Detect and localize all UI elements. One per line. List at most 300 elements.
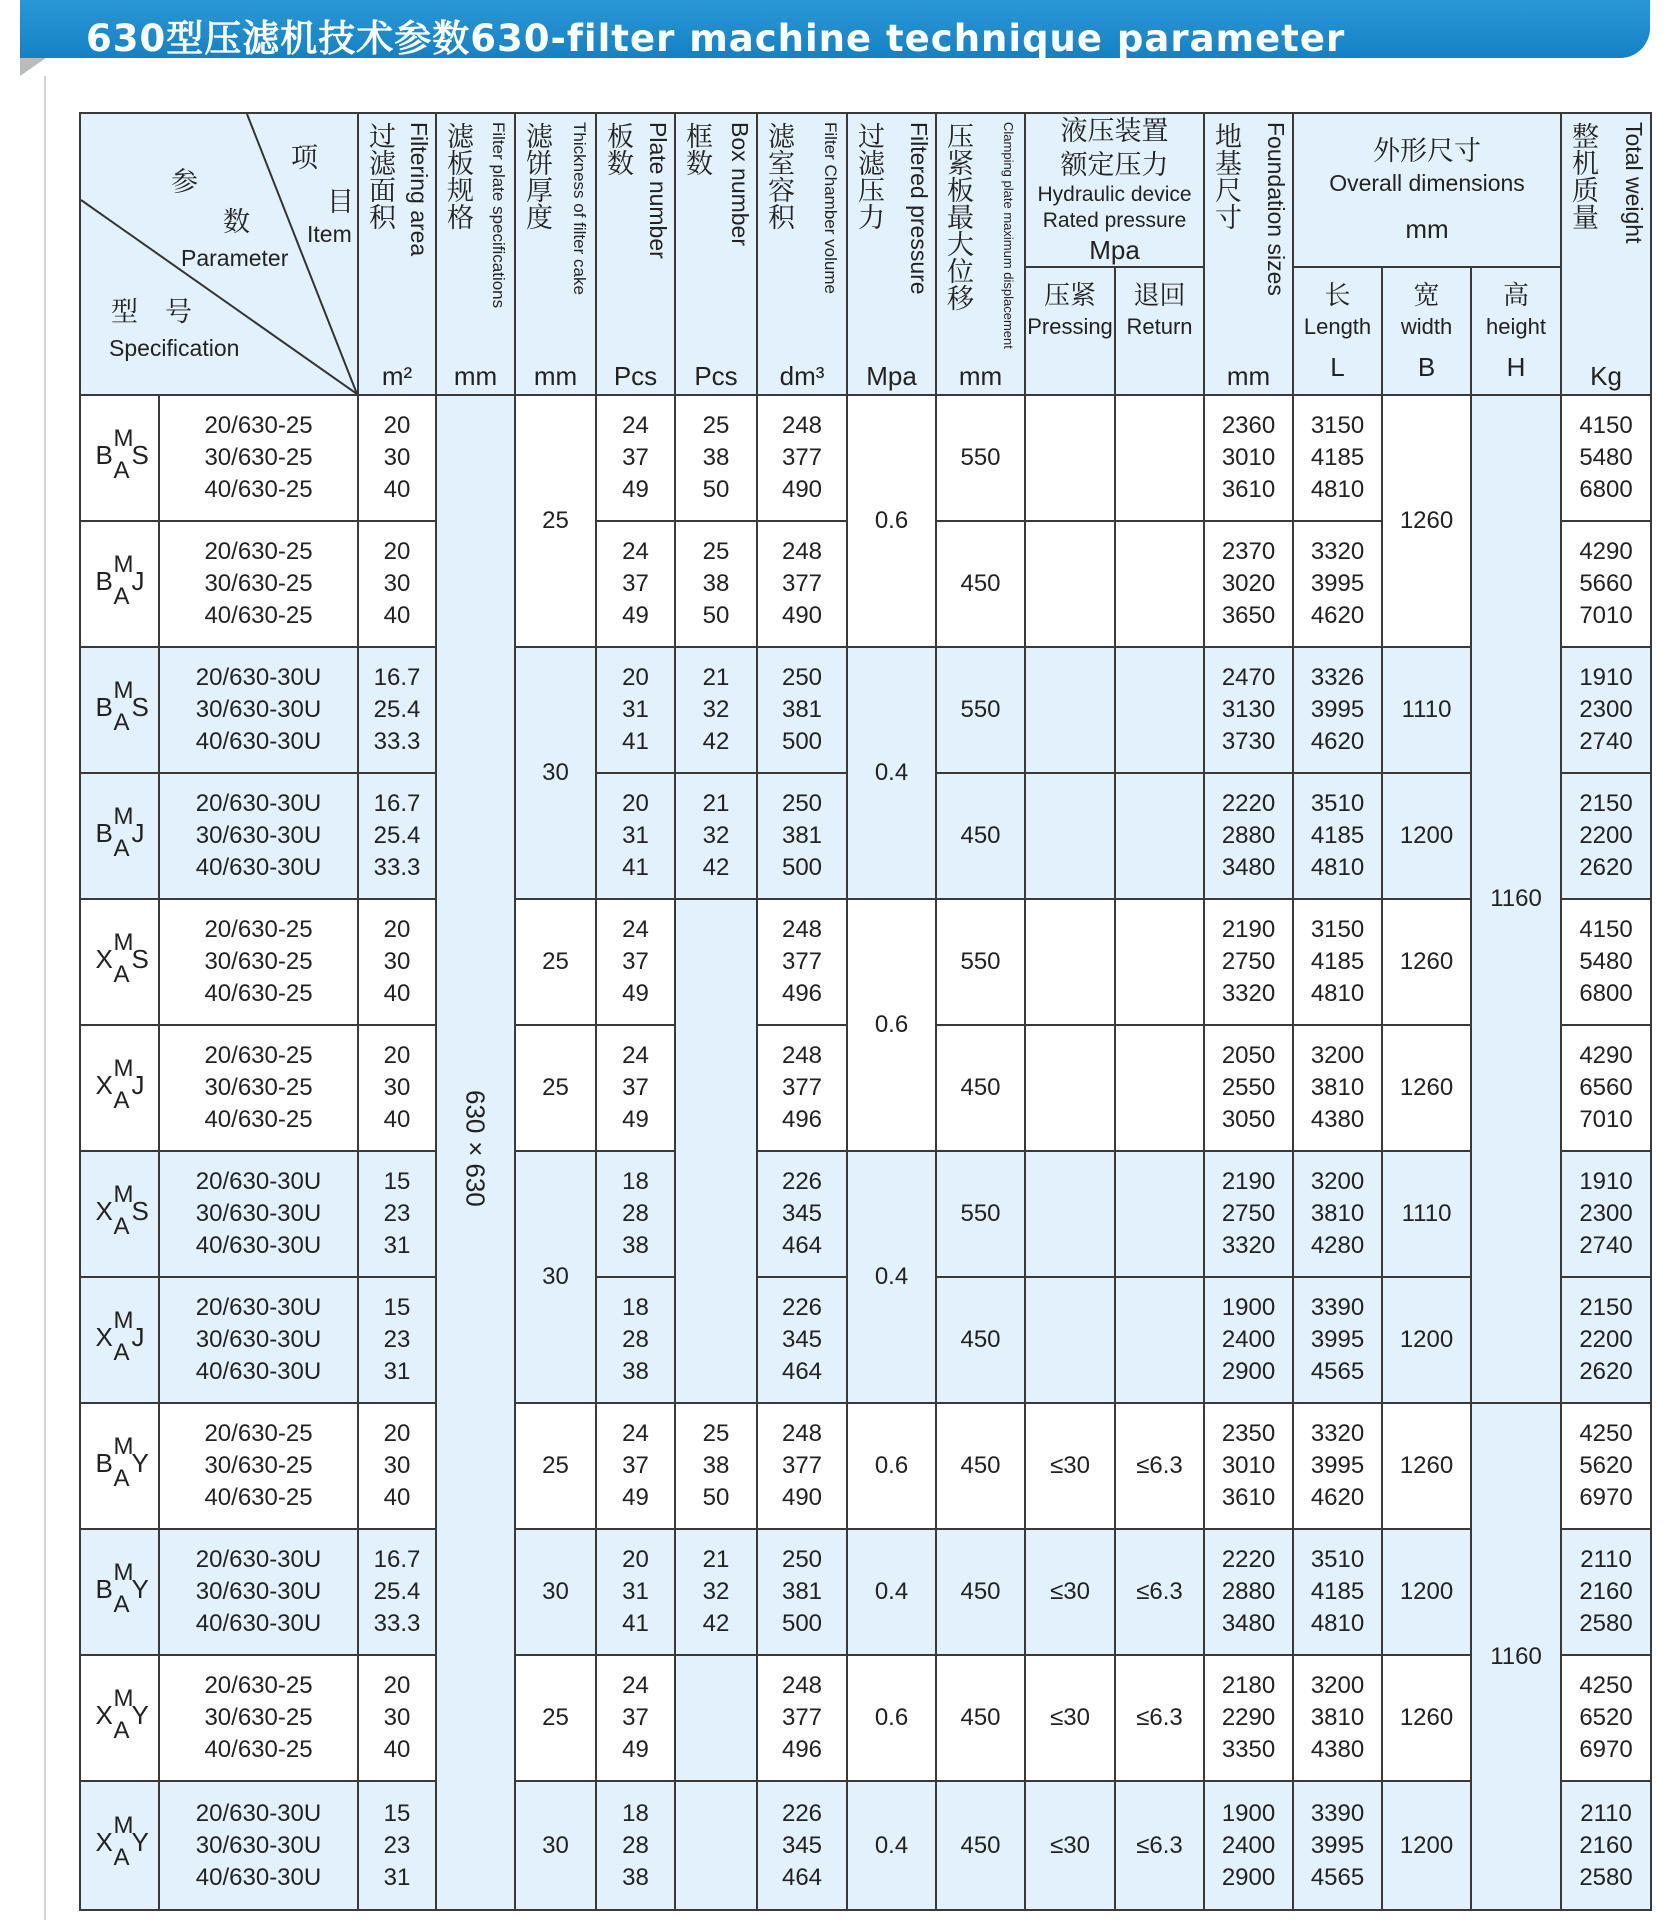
foundation-size: [1204, 1151, 1293, 1277]
filter-pressure-text: 0.6: [874, 507, 909, 534]
volume-en: Filter Chamber volume: [821, 122, 840, 294]
total-weight: [1561, 1025, 1651, 1151]
chamber-volume-text: 250 381 500: [781, 664, 823, 755]
chamber-volume-text: 248 377 490: [781, 1420, 823, 1511]
length-header: [1293, 267, 1382, 395]
filter-area: [358, 1529, 436, 1655]
filter-pressure: [847, 1403, 936, 1529]
filter-pressure-text: 0.4: [874, 1831, 909, 1859]
overall-length: [1293, 1529, 1382, 1655]
plate-spec-unit: mm: [453, 361, 498, 391]
filter-area-text: 15 23 31: [383, 1799, 411, 1891]
overall-length-text: 3150 4185 4810: [1310, 916, 1365, 1007]
model-code-sup: M: [113, 928, 134, 956]
cake-thickness: [515, 1025, 596, 1151]
model-code-l3: Y: [131, 1827, 149, 1857]
foundation-header: [1204, 113, 1293, 395]
max-displacement-text: 550: [960, 444, 1001, 471]
cake-thickness: [515, 1781, 596, 1910]
model-code-glyph: [90, 1301, 150, 1371]
chamber-volume: [757, 899, 847, 1025]
pressing-pressure: [1025, 1025, 1115, 1151]
overall-length: [1293, 1403, 1382, 1529]
plate-number-text: 18 28 38: [622, 1799, 649, 1891]
pressing-pressure-text: ≤30: [1050, 1578, 1090, 1605]
box-number-text: 21 32 42: [702, 664, 730, 755]
overall-width: [1382, 773, 1471, 899]
filter-area-text: 20 30 40: [383, 412, 411, 503]
foundation-size: [1204, 899, 1293, 1025]
plate-number: [596, 1529, 675, 1655]
return-cn: 退回: [1133, 280, 1186, 310]
spec-models: [159, 1529, 358, 1655]
cake-thickness-text: 30: [542, 1578, 569, 1605]
overall-width: [1382, 1403, 1471, 1529]
overall-width-text: 1200: [1399, 1326, 1454, 1353]
plates-unit: Pcs: [613, 361, 658, 391]
overall-length-text: 3320 3995 4620: [1310, 1420, 1365, 1511]
overall-length: [1293, 521, 1382, 647]
plate-number: [596, 773, 675, 899]
press-cn: 压紧: [1043, 280, 1096, 310]
model-code-sub: A: [113, 1590, 130, 1618]
total-weight-text: 1910 2300 2740: [1579, 664, 1633, 755]
chamber-volume-text: 250 381 500: [781, 790, 823, 881]
weight-header: [1561, 113, 1651, 395]
return-pressure: [1115, 1655, 1204, 1781]
model-code-glyph: [90, 923, 150, 993]
foundation-cn: 地基尺寸: [1211, 122, 1242, 230]
chamber-volume-text: 248 377 496: [781, 916, 823, 1007]
foundation-unit: mm: [1226, 361, 1271, 391]
filter-area: [358, 1151, 436, 1277]
cake-thickness: [515, 1655, 596, 1781]
filter-area-text: 20 30 40: [383, 1420, 411, 1511]
model-code-l1: X: [95, 1827, 113, 1857]
plate-number-text: 18 28 38: [622, 1168, 649, 1259]
chamber-volume-text: 226 345 464: [781, 1799, 823, 1891]
plates-cn: 板数: [603, 122, 633, 176]
chamber-volume: [757, 1025, 847, 1151]
max-displacement-text: 450: [960, 1452, 1001, 1479]
plate-number: [596, 899, 675, 1025]
box-number-text: 25 38 50: [702, 1420, 730, 1511]
overall-length: [1293, 1025, 1382, 1151]
hydraulic-header: [1025, 113, 1204, 267]
spec-en: Specification: [109, 335, 240, 361]
plate-spec-en: Filter plate specifications: [489, 122, 508, 309]
total-weight: [1561, 899, 1651, 1025]
chamber-volume: [757, 773, 847, 899]
overall-width: [1382, 1277, 1471, 1403]
return-header: [1115, 267, 1204, 395]
spec-models-text: 20/630-25 30/630-25 40/630-25: [204, 1042, 313, 1133]
area-unit: m²: [381, 361, 413, 391]
plate-number-text: 24 37 49: [622, 1672, 649, 1763]
cake-thickness-text: 25: [542, 1704, 569, 1731]
spec-models-text: 20/630-30U 30/630-30U 40/630-30U: [195, 1546, 322, 1637]
overall-length: [1293, 899, 1382, 1025]
overall-unit: mm: [1405, 214, 1449, 244]
overall-width-text: 1200: [1399, 822, 1454, 849]
overall-length: [1293, 647, 1382, 773]
filter-area: [358, 521, 436, 647]
return-pressure: [1115, 773, 1204, 899]
total-weight: [1561, 773, 1651, 899]
overall-length: [1293, 1781, 1382, 1910]
max-displacement: [936, 1403, 1025, 1529]
height-en: height: [1486, 314, 1546, 339]
foundation-size: [1204, 647, 1293, 773]
overall-width-text: 1260: [1399, 507, 1454, 534]
foundation-size-text: 2050 2550 3050: [1221, 1042, 1276, 1133]
model-code-sub: A: [113, 456, 130, 484]
max-displacement-text: 450: [960, 1831, 1001, 1859]
box-number-text: 21 32 42: [702, 1546, 730, 1637]
overall-width: [1382, 1151, 1471, 1277]
foundation-size-text: 2350 3010 3610: [1221, 1420, 1276, 1511]
cake-thickness: [515, 647, 596, 899]
table-row: [80, 395, 1651, 521]
overall-length: [1293, 1151, 1382, 1277]
pressure-unit: Mpa: [866, 361, 917, 391]
pressing-pressure: [1025, 773, 1115, 899]
model-code: [80, 647, 159, 773]
box-number: [675, 521, 757, 647]
foundation-size: [1204, 1781, 1293, 1910]
model-code-glyph: [90, 419, 150, 489]
weight-unit: Kg: [1590, 361, 1622, 391]
chamber-volume: [757, 647, 847, 773]
max-displacement: [936, 1781, 1025, 1910]
box-number-text: 25 38 50: [702, 412, 730, 503]
cake-thickness-text: 25: [542, 507, 569, 534]
spec-models-text: 20/630-30U 30/630-30U 40/630-30U: [195, 1799, 322, 1891]
model-code-l1: B: [95, 1573, 113, 1604]
cake-thickness-text: 30: [542, 759, 569, 786]
plate-spec-value: [436, 395, 515, 1910]
return-pressure-text: ≤6.3: [1136, 1578, 1183, 1605]
spec-models: [159, 1025, 358, 1151]
model-code-l3: S: [131, 691, 149, 722]
plate-number: [596, 1025, 675, 1151]
filter-area-text: 15 23 31: [383, 1294, 411, 1385]
displacement-en: Clamping plate maximum displacement: [1001, 122, 1016, 349]
model-code-glyph: [90, 1553, 150, 1623]
total-weight-text: 1910 2300 2740: [1579, 1168, 1633, 1259]
overall-width-text: 1260: [1399, 1704, 1454, 1731]
overall-width: [1382, 647, 1471, 773]
total-weight-text: 4150 5480 6800: [1579, 412, 1633, 503]
box-number: [675, 1529, 757, 1655]
total-weight-text: 2150 2200 2620: [1579, 1294, 1633, 1385]
model-code: [80, 1151, 159, 1277]
model-code-sub: A: [113, 960, 130, 988]
spec-models-text: 20/630-30U 30/630-30U 40/630-30U: [195, 790, 322, 881]
spec-models-text: 20/630-25 30/630-25 40/630-25: [204, 412, 313, 503]
volume-header: [757, 113, 847, 395]
frames-cn: 框数: [682, 122, 712, 176]
model-code-l3: S: [131, 943, 149, 974]
filter-pressure: [847, 395, 936, 647]
foundation-size: [1204, 1655, 1293, 1781]
spec-models: [159, 647, 358, 773]
plates-en: Plate number: [645, 122, 671, 259]
chamber-volume: [757, 521, 847, 647]
overall-length-text: 3150 4185 4810: [1310, 412, 1365, 503]
box-number: [675, 1403, 757, 1529]
filter-pressure: [847, 1151, 936, 1403]
model-code-l1: B: [95, 439, 113, 470]
total-weight: [1561, 1277, 1651, 1403]
model-code-glyph: [90, 671, 150, 741]
total-weight-text: 4290 5660 7010: [1579, 538, 1633, 629]
page-title: 630型压滤机技术参数630-filter machine technique parameter: [86, 17, 1346, 60]
pressing-pressure-text: ≤30: [1050, 1831, 1090, 1859]
box-number: [675, 647, 757, 773]
model-code-sup: M: [113, 1306, 134, 1334]
box-number-text: 25 38 50: [702, 538, 730, 629]
foundation-size-text: 2190 2750 3320: [1221, 1168, 1276, 1259]
cake-unit: mm: [533, 361, 578, 391]
model-code-glyph: [90, 1679, 150, 1749]
overall-height-text: 1160: [1490, 885, 1542, 912]
max-displacement-text: 550: [960, 696, 1001, 723]
chamber-volume-text: 226 345 464: [781, 1168, 823, 1259]
model-code-glyph: [90, 1175, 150, 1245]
model-code-sub: A: [113, 1464, 130, 1492]
model-code: [80, 1025, 159, 1151]
chamber-volume-text: 248 377 496: [781, 1672, 823, 1763]
total-weight: [1561, 521, 1651, 647]
overall-cn: 外形尺寸: [1373, 136, 1482, 166]
foundation-size: [1204, 773, 1293, 899]
table-row: [80, 1655, 1651, 1781]
overall-width-text: 1260: [1399, 1452, 1454, 1479]
filter-pressure-text: 0.6: [874, 1011, 909, 1038]
filter-area: [358, 1403, 436, 1529]
model-code-glyph: [90, 797, 150, 867]
chamber-volume: [757, 1151, 847, 1277]
total-weight-text: 2150 2200 2620: [1579, 790, 1633, 881]
spec-models: [159, 1655, 358, 1781]
filter-pressure-text: 0.4: [874, 1578, 909, 1605]
spec-models: [159, 395, 358, 521]
filter-area: [358, 647, 436, 773]
filter-pressure-text: 0.6: [874, 1452, 909, 1479]
foundation-size-text: 1900 2400 2900: [1221, 1294, 1276, 1385]
length-en: Length: [1303, 314, 1372, 339]
filter-pressure: [847, 1655, 936, 1781]
plate-spec-header: [436, 113, 515, 395]
spec-models: [159, 1277, 358, 1403]
plate-number-text: 24 37 49: [622, 1042, 649, 1133]
overall-length-text: 3200 3810 4280: [1310, 1168, 1365, 1259]
plate-number: [596, 1277, 675, 1403]
total-weight-text: 4250 6520 6970: [1579, 1672, 1633, 1763]
total-weight-text: 4150 5480 6800: [1579, 916, 1633, 1007]
filter-pressure: [847, 899, 936, 1151]
hydraulic-unit: Mpa: [1089, 235, 1140, 265]
box-number-text: 21 32 42: [702, 790, 730, 881]
area-cn: 过滤面积: [365, 122, 395, 230]
hydraulic-en: Hydraulic device Rated pressure: [1037, 183, 1192, 232]
plate-number: [596, 1151, 675, 1277]
model-code-l3: Y: [131, 1447, 149, 1478]
table-row: [80, 1781, 1651, 1910]
model-code-l1: B: [95, 691, 113, 722]
model-code: [80, 773, 159, 899]
model-code-glyph: [90, 545, 150, 615]
model-code-glyph: [90, 1427, 150, 1497]
model-code-l3: J: [131, 1321, 145, 1352]
pressing-pressure-text: ≤30: [1050, 1704, 1090, 1731]
foundation-size: [1204, 1529, 1293, 1655]
model-code-sup: M: [113, 1684, 134, 1712]
plate-number: [596, 395, 675, 521]
item-en: Item: [307, 221, 352, 247]
model-code-l1: X: [95, 1699, 113, 1730]
overall-length-text: 3510 4185 4810: [1310, 1546, 1365, 1637]
overall-length-text: 3320 3995 4620: [1310, 538, 1365, 629]
item-cn-2: 目: [327, 187, 354, 217]
overall-length: [1293, 1655, 1382, 1781]
max-displacement: [936, 1529, 1025, 1655]
foundation-size-text: 2180 2290 3350: [1221, 1672, 1276, 1763]
cake-thickness-text: 25: [542, 948, 569, 975]
plate-number-text: 20 31 41: [622, 664, 649, 755]
model-code-l1: B: [95, 1447, 113, 1478]
plate-number: [596, 1403, 675, 1529]
spec-table: [79, 112, 1652, 1911]
overall-width-text: 1110: [1401, 696, 1452, 723]
foundation-size-text: 2220 2880 3480: [1221, 1546, 1276, 1637]
pressing-pressure: [1025, 1403, 1115, 1529]
length-cn: 长: [1324, 280, 1351, 310]
spec-models: [159, 1781, 358, 1910]
spec-models: [159, 1151, 358, 1277]
pressing-pressure: [1025, 1655, 1115, 1781]
cake-thickness: [515, 1151, 596, 1403]
frames-unit: Pcs: [694, 361, 738, 391]
overall-length-text: 3200 3810 4380: [1310, 1672, 1365, 1763]
overall-header: [1293, 113, 1561, 267]
filter-pressure-text: 0.4: [874, 1263, 909, 1290]
overall-width: [1382, 899, 1471, 1025]
return-pressure: [1115, 899, 1204, 1025]
max-displacement-text: 450: [960, 1578, 1001, 1605]
width-en: width: [1400, 314, 1453, 339]
return-pressure: [1115, 1151, 1204, 1277]
banner-fold: [20, 58, 46, 76]
return-pressure: [1115, 395, 1204, 521]
overall-width-text: 1260: [1399, 948, 1454, 975]
chamber-volume: [757, 1781, 847, 1910]
filter-pressure: [847, 647, 936, 899]
table-row: [80, 899, 1651, 1025]
max-displacement: [936, 647, 1025, 773]
pressing-pressure: [1025, 647, 1115, 773]
spec-models-text: 20/630-30U 30/630-30U 40/630-30U: [195, 664, 322, 755]
overall-length: [1293, 395, 1382, 521]
model-code-sup: M: [113, 1432, 134, 1460]
model-code: [80, 1403, 159, 1529]
filter-area-text: 20 30 40: [383, 538, 411, 629]
total-weight: [1561, 1403, 1651, 1529]
chamber-volume: [757, 1403, 847, 1529]
return-pressure: [1115, 1277, 1204, 1403]
model-code-l1: B: [95, 817, 113, 848]
total-weight-text: 4250 5620 6970: [1579, 1420, 1633, 1511]
cake-thickness-text: 25: [542, 1452, 569, 1479]
foundation-size-text: 1900 2400 2900: [1221, 1799, 1276, 1891]
max-displacement: [936, 1151, 1025, 1277]
model-code-glyph: [90, 1049, 150, 1119]
foundation-size: [1204, 1403, 1293, 1529]
plate-number: [596, 1655, 675, 1781]
overall-width-text: 1200: [1399, 1578, 1454, 1605]
max-displacement: [936, 1025, 1025, 1151]
filter-area-text: 20 30 40: [383, 916, 411, 1007]
displacement-header: [936, 113, 1025, 395]
height-unit: H: [1506, 352, 1526, 382]
filter-area-text: 20 30 40: [383, 1672, 411, 1763]
model-code-sub: A: [113, 582, 130, 610]
cake-header: [515, 113, 596, 395]
return-pressure: [1115, 521, 1204, 647]
return-pressure: [1115, 1025, 1204, 1151]
spec-models: [159, 773, 358, 899]
corner-header: [80, 113, 358, 395]
pressing-pressure: [1025, 899, 1115, 1025]
pressing-pressure: [1025, 1277, 1115, 1403]
plates-header: [596, 113, 675, 395]
overall-length-text: 3326 3995 4620: [1310, 664, 1365, 755]
total-weight: [1561, 647, 1651, 773]
filter-area-text: 16.7 25.4 33.3: [373, 664, 421, 755]
cake-cn: 滤饼厚度: [522, 122, 552, 230]
header-row-1: [80, 113, 1651, 267]
max-displacement: [936, 899, 1025, 1025]
filter-area: [358, 773, 436, 899]
overall-width-text: 1110: [1401, 1200, 1452, 1227]
model-code-l3: Y: [131, 1699, 149, 1730]
model-code-sup: M: [113, 676, 134, 704]
plate-number-text: 24 37 49: [622, 538, 649, 629]
area-header: [358, 113, 436, 395]
return-pressure: [1115, 1403, 1204, 1529]
max-displacement-text: 550: [960, 948, 1001, 975]
volume-unit: dm³: [779, 361, 825, 391]
max-displacement-text: 450: [960, 570, 1001, 597]
model-code: [80, 395, 159, 521]
width-cn: 宽: [1413, 280, 1440, 310]
max-displacement: [936, 521, 1025, 647]
total-weight: [1561, 395, 1651, 521]
pressure-header: [847, 113, 936, 395]
overall-width: [1382, 1529, 1471, 1655]
model-code-l3: Y: [131, 1573, 149, 1604]
chamber-volume: [757, 1655, 847, 1781]
model-code: [80, 1277, 159, 1403]
param-cn-2: 数: [223, 207, 250, 237]
pressing-pressure: [1025, 395, 1115, 521]
foundation-size-text: 2360 3010 3610: [1221, 412, 1276, 503]
overall-width: [1382, 1025, 1471, 1151]
press-en: Pressing: [1027, 314, 1113, 339]
max-displacement-text: 450: [960, 1704, 1001, 1731]
foundation-size: [1204, 395, 1293, 521]
